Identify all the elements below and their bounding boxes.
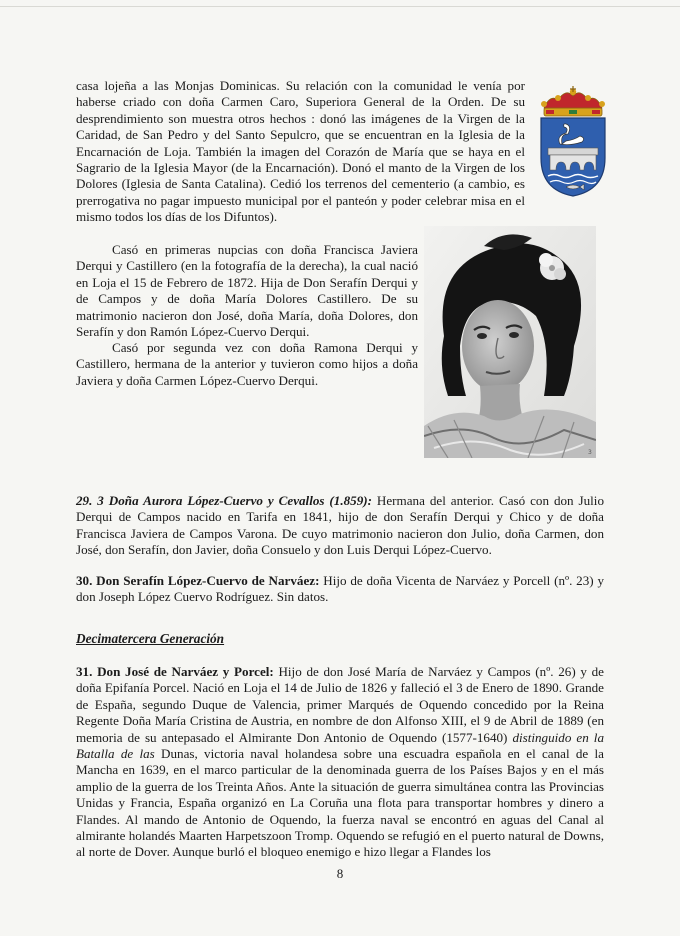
entry-title: 31. Don José de Narváez y Porcel: (76, 664, 274, 679)
paragraph-text: casa lojeña a las Monjas Dominicas. Su relación con la comunidad le venía por haberse criado con doña Carmen Caro, Superiora General de la Orden. De su desprendimiento son muestra otros hechos : donó las imágenes de la Virgen de la Caridad, de San Pedro y del Santo Sepulcro, que se encuentran en la Iglesia de la Encarnación de Loja. También la imagen del Corazón de María que se haya en el Sagrario de la Iglesia Mayor (de la Encarnación). Donó el manto de la Virgen de los Dolores (Iglesia de Santa Catalina). Cedió los terrenos del cementerio (a cambio, es prerrogativa no pagar impuesto municipal por el panteón y poder celebrar misa en el mismo todos los días de los Difuntos). (76, 78, 525, 225)
paragraph-second-marriage (76, 340, 418, 389)
paragraph-text: Casó en primeras nupcias con doña Francisca Javiera Derqui y Castillero (en la fotografía de la derecha), la cual nació en Loja el 15 de Febrero de 1872. Hija de Don Serafín Derqui y de Campos y de doña María Dolores Castillero. De su matrimonio nacieron don José, doña María, doña Dolores, don Serafín y don Ramón López-Cuervo Derqui. (76, 242, 418, 340)
page-number: 8 (336, 866, 344, 881)
entry-title: 29. 3 Doña Aurora López-Cuervo y Cevallos (1.859): (76, 493, 372, 508)
entry-body: Hijo de don José María de Narváez y Campos (nº. 26) y de doña Epifanía Porcel. Nació en Loja el 14 de Julio de 1826 y falleció el 3 de Enero de 1890. Grande de España, segundo Duque de Valencia, primer Marqués de Oquendo concedido por la Reina Regente Doña María Cristina de Austria, en nombre de don Alfonso XIII, el 9 de Abril de 1889 (en memoria de su antepasado el Almirante Don Antonio de Oquendo (1577-1640) (76, 664, 604, 745)
entry-body: Hijo de doña Vicenta de Narváez y Porcell (nº. 23) y don Joseph López Cuervo Rodríguez. Sin datos. (76, 573, 604, 605)
entry-body: Hermana del anterior. Casó con don Julio Derqui de Campos nacido en Tarifa en 1841, hijo de don Serafín Derqui y Chico y de doña Francisca Javiera de Campos Varona. De cuyo matrimonio nacieron don Julio, doña Carmen, don José, don Serafín, don Javier, doña Consuelo y don Luis Derqui López-Cuervo. (76, 493, 604, 558)
entry-title: 30. Don Serafín López-Cuervo de Narváez: (76, 573, 320, 588)
svg-text:3: 3 (588, 449, 592, 456)
entry-body-continued: Dunas, victoria naval holandesa sobre una escuadra española en el canal de la Mancha en 1639, en el marco particular de la denominada guerra de los Países Bajos y en el más amplio de la guerra de los Treinta Años. Ante la situación de guerra simultánea contra las Provincias Unidas y Francia, España organizó en La Coruña una flota para transportar hombres y dinero a Flandes. Al mando de Antonio de Oquendo, la fuerza naval se encontró en aguas del Canal al almirante holandés Maarten Harpetszoon Tromp. Oquendo se refugió en el puerto natural de Downs, al norte de Dover. Aunque burló el bloqueo enemigo e hizo llegar a Flandes los (76, 746, 604, 860)
entry-31-jose (76, 664, 604, 861)
paragraph-charity (76, 78, 525, 226)
paragraph-text: Casó por segunda vez con doña Ramona Derqui y Castillero, hermana de la anterior y tuvieron como hijos a doña Javiera y doña Carmen López-Cuervo Derqui. (76, 340, 418, 388)
entry-30-serafin (76, 573, 604, 606)
portrait-photo (424, 226, 596, 458)
coat-of-arms-icon (536, 86, 610, 198)
section-heading: Decimatercera Generación (76, 631, 225, 646)
entry-29-aurora (76, 493, 604, 559)
paragraph-first-marriage (76, 242, 418, 340)
entry-italic-phrase: distinguido en la Batalla de las (76, 729, 604, 762)
scan-edge-line (0, 6, 680, 7)
